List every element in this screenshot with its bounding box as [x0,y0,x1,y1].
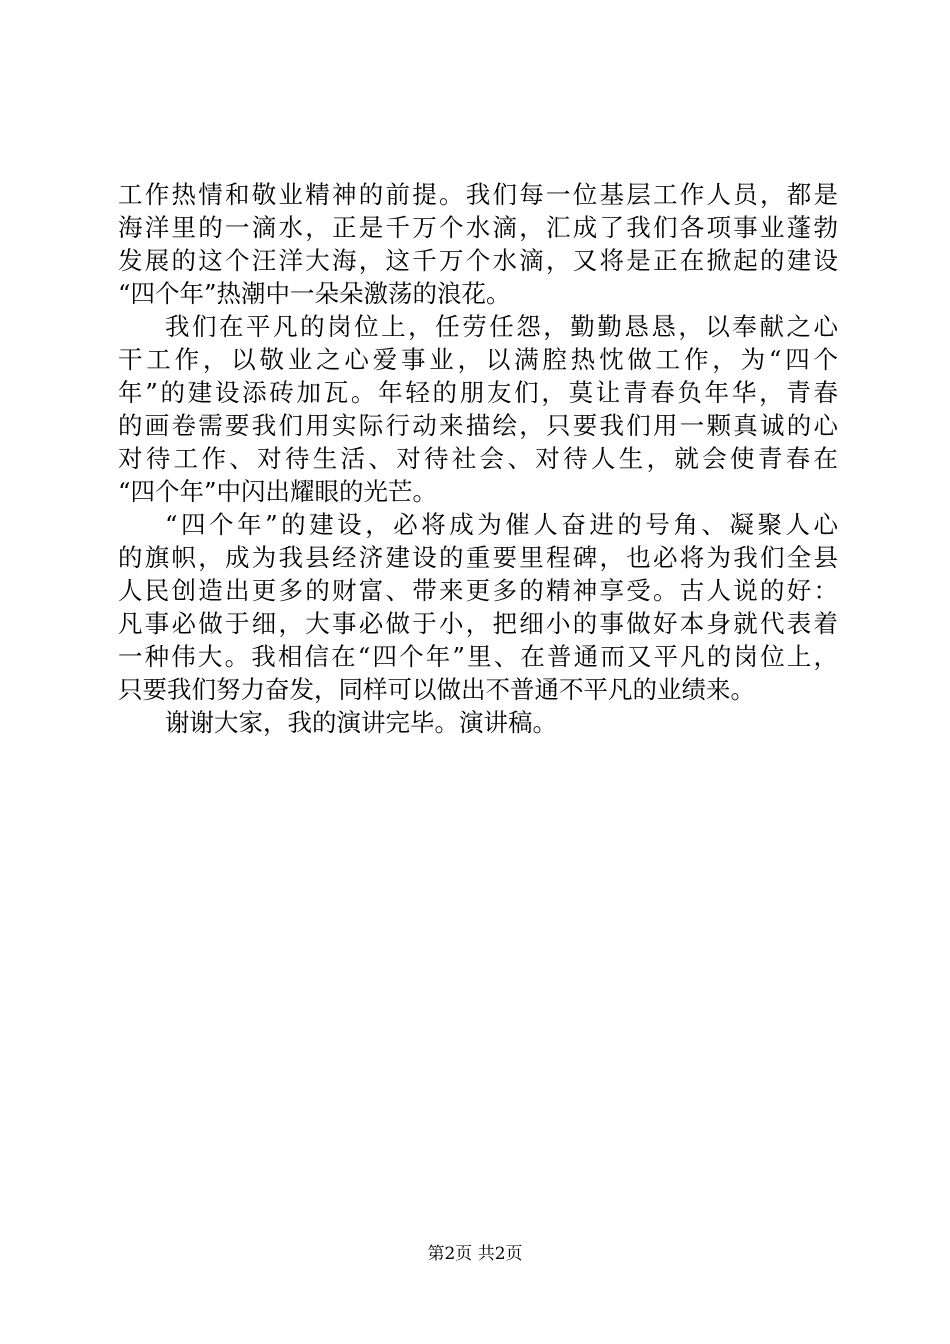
paragraph-3-line-1: “四个年”的建设，必将成为催人奋进的号角、凝聚人心 [165,510,838,539]
paragraph-1-line-3: 发展的这个汪洋大海，这千万个水滴，又将是正在掀起的建设 [118,246,838,275]
paragraph-2-line-3: 年”的建设添砖加瓦。年轻的朋友们，莫让青春负年华，青春 [118,378,838,407]
paragraph-3-line-3: 人民创造出更多的财富、带来更多的精神享受。古人说的好： [118,576,838,605]
paragraph-2-line-4: 的画卷需要我们用实际行动来描绘，只要我们用一颗真诚的心 [118,411,838,440]
paragraph-3-line-2: 的旗帜，成为我县经济建设的重要里程碑，也必将为我们全县 [118,543,838,572]
paragraph-1-line-2: 海洋里的一滴水，正是千万个水滴，汇成了我们各项事业蓬勃 [118,213,838,242]
paragraph-2-line-2: 干工作，以敬业之心爱事业，以满腔热忱做工作，为“四个 [118,345,838,374]
paragraph-1-line-4: “四个年”热潮中一朵朵激荡的浪花。 [118,279,511,308]
paragraph-2-line-1: 我们在平凡的岗位上，任劳任怨，勤勤恳恳，以奉献之心 [165,312,838,341]
paragraph-2-line-6: “四个年”中闪出耀眼的光芒。 [118,477,438,506]
paragraph-1-line-1: 工作热情和敬业精神的前提。我们每一位基层工作人员，都是 [118,180,838,209]
paragraph-4-line-1: 谢谢大家，我的演讲完毕。演讲稿。 [165,708,557,737]
paragraph-3-line-4: 凡事必做于细，大事必做于小，把细小的事做好本身就代表着 [118,609,838,638]
paragraph-3-line-5: 一种伟大。我相信在“四个年”里、在普通而又平凡的岗位上， [118,642,838,671]
paragraph-2-line-5: 对待工作、对待生活、对待社会、对待人生，就会使青春在 [118,444,838,473]
page-footer-indicator: 第2页 共2页 [427,1244,523,1264]
paragraph-3-line-6: 只要我们努力奋发，同样可以做出不普通不平凡的业绩来。 [118,675,755,704]
